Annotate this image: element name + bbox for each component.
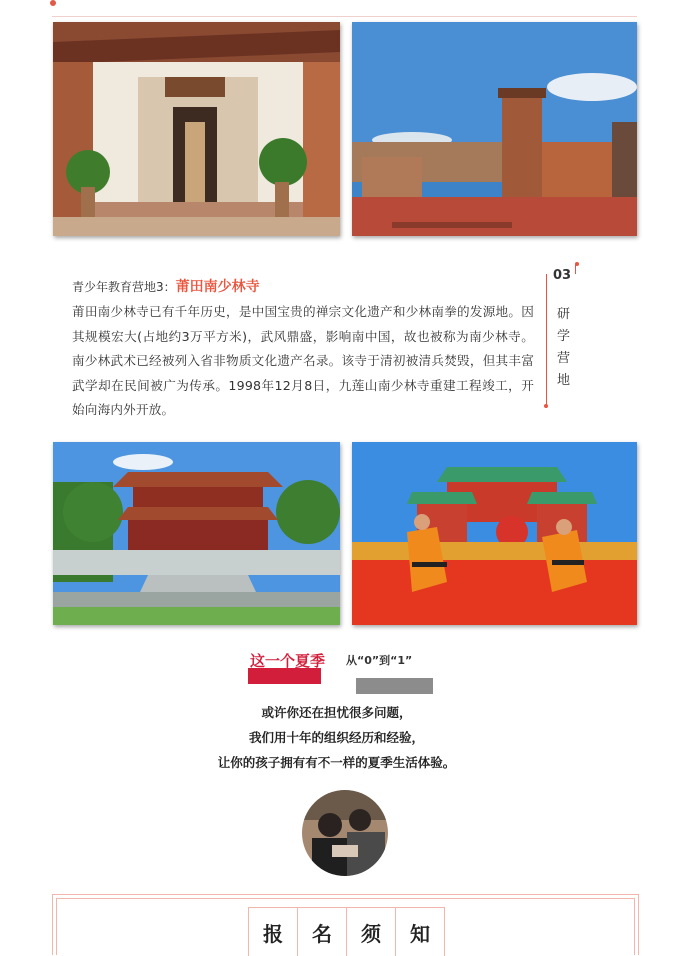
signup-char-2: 名	[297, 907, 347, 956]
summer-subtitle: 从“0”到“1”	[346, 654, 413, 667]
side-number: 03	[553, 268, 572, 283]
photo-kungfu-show	[352, 442, 637, 625]
photo-children-circle	[302, 790, 388, 876]
section-heading	[72, 276, 260, 296]
heading-prefix: 青少年教育营地3：	[72, 280, 176, 294]
signup-char-3: 须	[346, 907, 396, 956]
summer-gray-bar	[356, 678, 433, 694]
summer-line-3: 让你的孩子拥有有不一样的夏季生活体验。	[217, 755, 456, 770]
summer-title: 这一个夏季	[250, 652, 326, 670]
summer-line-2: 我们用十年的组织经历和经验，	[248, 730, 424, 745]
top-divider	[52, 16, 637, 17]
side-tick	[575, 264, 576, 274]
top-decor-dot	[50, 0, 56, 6]
side-vertical-text: 研学营地	[557, 307, 571, 388]
summer-line-1: 或许你还在担忧很多问题，	[261, 705, 412, 720]
photo-watchtower	[352, 22, 637, 236]
photo-temple-hall	[53, 442, 340, 625]
signup-char-1: 报	[248, 907, 298, 956]
heading-highlight: 莆田南少林寺	[175, 279, 260, 295]
section-paragraph: 莆田南少林寺已有千年历史，是中国宝贵的禅宗文化遗产和少林南拳的发源地。因其规模宏大(占地约3万平方米)，武风鼎盛，影响南中国，故也被称为南少林寺。南少林武术已经被列入省非物质文化遗产名录。该寺于清初被清兵焚毁，但其丰富武学却在民间被广为传承。1998年12月8日，九莲山南少林寺重建工程竣工，开始向海内外开放。	[72, 304, 534, 418]
photo-temple-gate	[53, 22, 340, 236]
side-label	[545, 262, 585, 412]
signup-char-4: 知	[395, 907, 445, 956]
signup-title	[248, 907, 444, 956]
side-dot-bottom	[544, 404, 548, 408]
side-line	[546, 274, 547, 408]
